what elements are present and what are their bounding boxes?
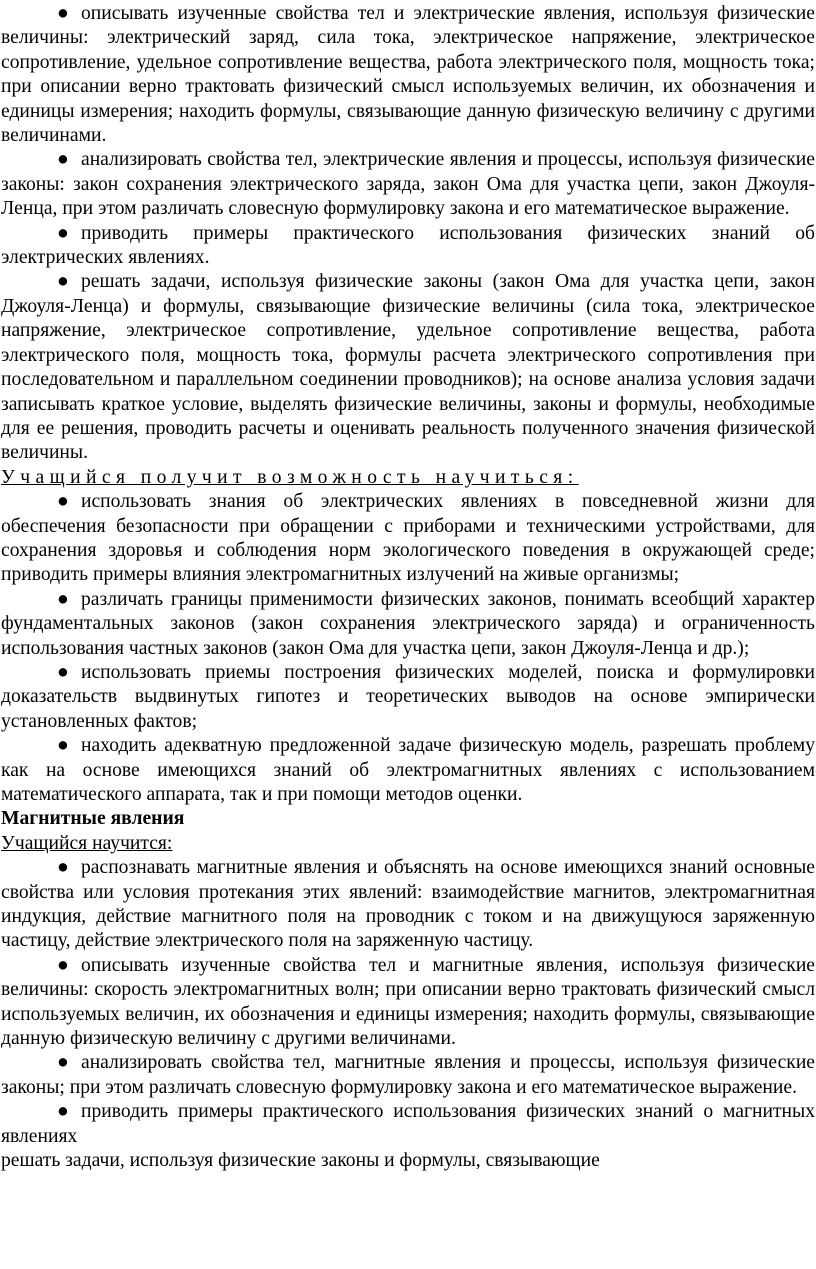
bullet-item (1, 954, 815, 1052)
subheading-text: Учащийся получит возможность научиться: (1, 466, 579, 488)
bullet-icon: ● (57, 661, 69, 683)
section-subheading-spaced (1, 466, 815, 490)
bullet-text: анализировать свойства тел, магнитные явления и процессы, используя физические законы; при этом различать словесную формулировку закона и его математическое выражение. (1, 1052, 815, 1098)
section-heading: Магнитные явления (1, 808, 185, 830)
bullet-icon: ● (57, 3, 69, 24)
bullet-text: распознавать магнитные явления и объяснять на основе имеющихся знаний основные свойства или условия протекания этих явлений: взаимодействие магнитов, электромагнитная индукция, действие магнитного поля на проводник с током и на движущуюся заряженную частицу, действие электрического поля на заряженную частицу. (1, 857, 815, 952)
bullet-icon: ● (57, 588, 69, 610)
bullet-item (1, 148, 815, 221)
bullet-item (1, 2, 815, 148)
bullet-item (1, 734, 815, 807)
bullet-icon: ● (57, 491, 69, 513)
bullet-text: различать границы применимости физических законов, понимать всеобщий характер фундаментальных законов (закон сохранения электрического заряда) и ограниченность использования частных законов (закон Ома для участка цепи, закон Джоуля-Ленца и др.); (1, 588, 815, 659)
bullet-item (1, 661, 815, 734)
bullet-icon: ● (57, 735, 69, 757)
bullet-text: приводить примеры практического использования физических знаний об электрических явлениях. (1, 222, 815, 269)
bullet-item (1, 588, 815, 661)
subheading-text: Учащийся научится: (1, 832, 173, 854)
bullet-item (1, 222, 815, 271)
bullet-text: анализировать свойства тел, электрические явления и процессы, используя физические законы: закон сохранения электрического заряда, закон Ома для участка цепи, закон Джоуля-Ленца, при этом различать словесную формулировку закона и его математическое выражение. (1, 149, 815, 220)
bullet-item (1, 1100, 815, 1149)
bullet-text: решать задачи, используя физические законы (закон Ома для участка цепи, закон Джоуля-Ленца) и формулы, связывающие физические величины (сила тока, электрическое напряжение, электрическое сопротивление, удельное сопротивление вещества, работа электрического поля, мощность тока, формулы расчета электрического сопротивления при последовательном и параллельном соединении проводников); на основе анализа условия задачи записывать краткое условие, выделять физические величины, законы и формулы, необходимые для ее решения, проводить расчеты и оценивать реальность полученного значения физической величины. (1, 271, 815, 464)
bullet-icon: ● (57, 954, 69, 976)
bullet-icon: ● (57, 149, 69, 171)
bullet-text: описывать изученные свойства тел и электрические явления, используя физические величины: электрический заряд, сила тока, электрическое напряжение, электрическое сопротивление, удельное сопротивление вещества, работа электрического поля, мощность тока; при описании верно трактовать физический смысл используемых величин, их обозначения и единицы измерения; находить формулы, связывающие данную физическую величину с другими величинами. (1, 3, 815, 147)
bullet-text: приводить примеры практического использования физических знаний о магнитных явлениях (1, 1101, 815, 1147)
bullet-text: использовать знания об электрических явлениях в повседневной жизни для обеспечения безопасности при обращении с приборами и техническими устройствами, для сохранения здоровья и соблюдения норм экологического поведения в окружающей среде; приводить примеры влияния электромагнитных излучений на живые организмы; (1, 491, 815, 586)
bullet-item (1, 1051, 815, 1100)
bullet-text: использовать приемы построения физических моделей, поиска и формулировки доказательств выдвинутых гипотез и теоретических выводов на основе эмпирически установленных фактов; (1, 661, 815, 732)
bullet-item (1, 270, 815, 465)
bullet-icon: ● (57, 1052, 69, 1074)
bullet-icon: ● (57, 271, 69, 293)
bullet-item (1, 856, 815, 954)
bullet-icon: ● (57, 1101, 69, 1123)
bullet-item (1, 490, 815, 588)
bullet-icon: ● (57, 222, 69, 244)
bullet-text: находить адекватную предложенной задаче физическую модель, разрешать проблему как на основе имеющихся знаний об электромагнитных явлениях с использованием математического аппарата, так и при помощи методов оценки. (1, 735, 815, 805)
paragraph: решать задачи, используя физические законы и формулы, связывающие (1, 1150, 600, 1172)
bullet-icon: ● (57, 857, 69, 879)
section-subheading (1, 832, 815, 856)
bullet-text: описывать изученные свойства тел и магнитные явления, используя физические величины: скорость электромагнитных волн; при описании верно трактовать физический смысл используемых величин, их обозначения и единицы измерения; находить формулы, связывающие данную физическую величину с другими величинами. (1, 954, 815, 1050)
